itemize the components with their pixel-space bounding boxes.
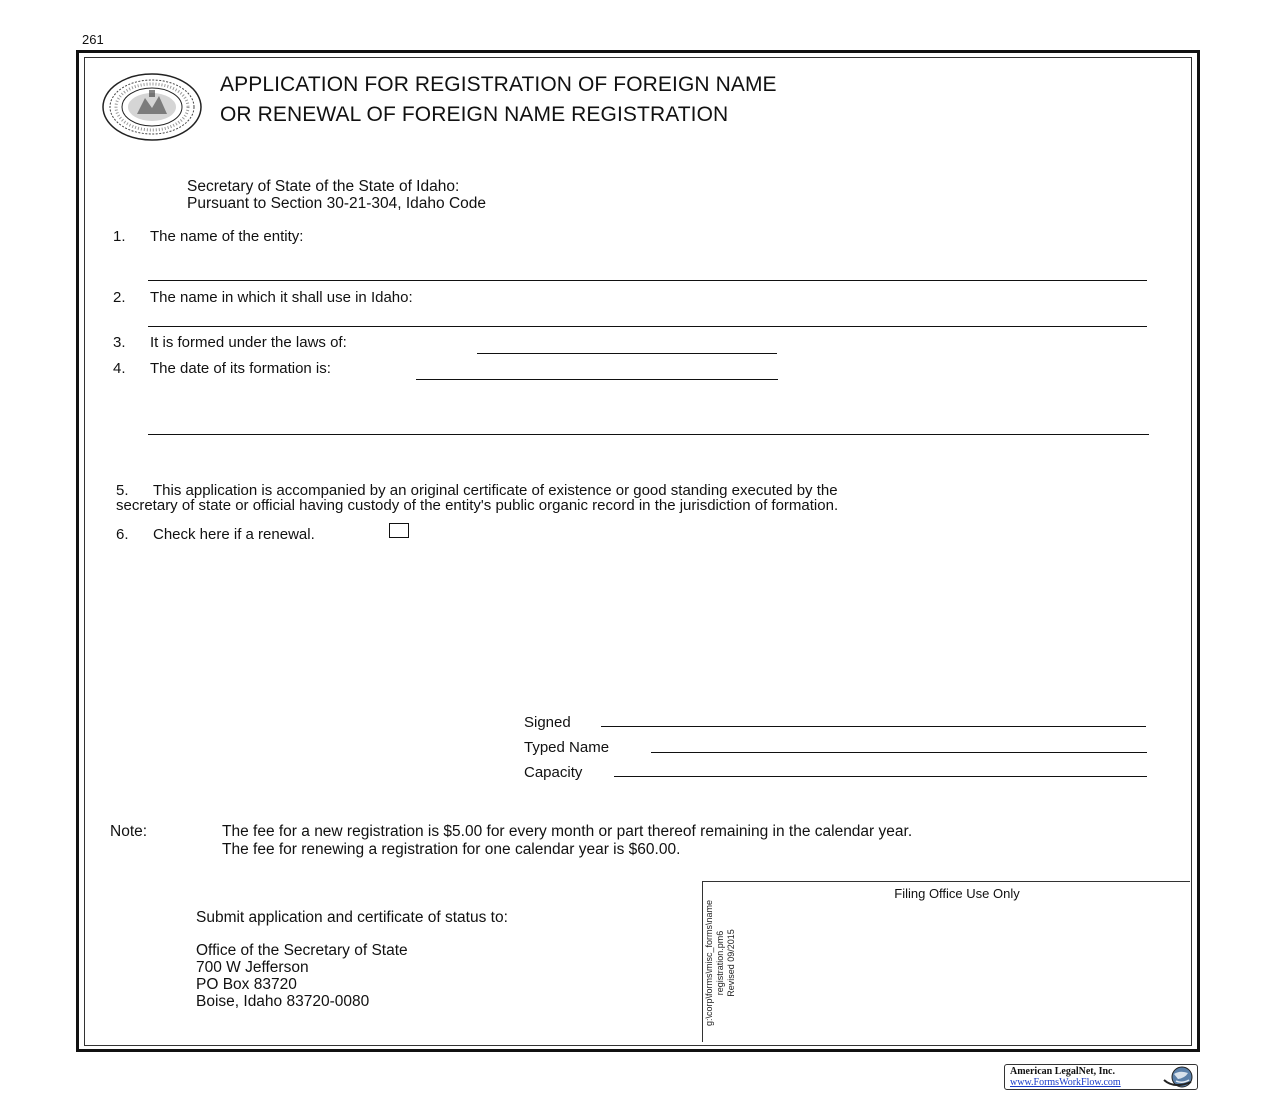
page-number: 261 [82, 32, 104, 47]
item-5-paragraph [116, 483, 1156, 513]
address-line-1: Office of the Secretary of State [196, 942, 408, 959]
logo-company-name: American LegalNet, Inc. [1010, 1066, 1115, 1077]
jurisdiction-line[interactable] [477, 353, 777, 354]
submit-heading: Submit application and certificate of status to: [196, 909, 508, 926]
address-line-2: 700 W Jefferson [196, 959, 309, 976]
signed-line[interactable] [601, 726, 1146, 727]
formation-date-line[interactable] [416, 379, 778, 380]
capacity-label: Capacity [524, 764, 583, 781]
logo-url-link[interactable]: www.FormsWorkFlow.com [1010, 1077, 1121, 1088]
item-2-label: The name in which it shall use in Idaho: [150, 289, 413, 306]
additional-info-line[interactable] [148, 434, 1149, 435]
item-2-number: 2. [113, 289, 126, 306]
fee-note-line-1: The fee for a new registration is $5.00 for every month or part thereof remaining in the calendar year. [222, 823, 913, 840]
idaho-name-line[interactable] [148, 326, 1147, 327]
file-path: g:\corp\forms\misc_forms\name [704, 899, 714, 1027]
title-line-1: APPLICATION FOR REGISTRATION OF FOREIGN NAME [220, 73, 777, 96]
item-3-number: 3. [113, 334, 126, 351]
form-file-reference [704, 898, 737, 1028]
item-5-number: 5. [116, 482, 129, 499]
item-6-number: 6. [116, 526, 129, 543]
item-4-label: The date of its formation is: [150, 360, 331, 377]
filing-office-title: Filing Office Use Only [894, 886, 1020, 901]
item-3-label: It is formed under the laws of: [150, 334, 347, 351]
item-6-label: Check here if a renewal. [153, 526, 315, 543]
typed-name-label: Typed Name [524, 739, 610, 756]
capacity-line[interactable] [614, 776, 1147, 777]
note-label: Note: [110, 823, 148, 840]
address-line-4: Boise, Idaho 83720-0080 [196, 993, 370, 1010]
item-5-line-2: secretary of state or official having custody of the entity's public organic record in the jurisdiction of formation. [116, 497, 839, 514]
renewal-checkbox[interactable] [389, 523, 409, 538]
intro-block [187, 178, 486, 212]
globe-icon [1158, 1064, 1198, 1090]
fee-note-line-2: The fee for renewing a registration for one calendar year is $60.00. [222, 841, 681, 858]
idaho-state-seal-icon [101, 72, 203, 142]
typed-name-line[interactable] [651, 752, 1147, 753]
form-title [220, 70, 777, 130]
address-line-3: PO Box 83720 [196, 976, 297, 993]
file-name: registration.pm6 [715, 930, 725, 996]
intro-line-1: Secretary of State of the State of Idaho: [187, 178, 460, 195]
item-4-number: 4. [113, 360, 126, 377]
item-1-number: 1. [113, 228, 126, 245]
entity-name-line[interactable] [148, 280, 1147, 281]
item-5-line-1: This application is accompanied by an original certificate of existence or good standing executed by the [153, 482, 838, 499]
intro-line-2: Pursuant to Section 30-21-304, Idaho Code [187, 195, 487, 212]
title-line-2: OR RENEWAL OF FOREIGN NAME REGISTRATION [220, 103, 729, 126]
signed-label: Signed [524, 714, 571, 731]
revision-date: Revised 09/2015 [726, 929, 736, 997]
filing-office-box [702, 881, 1190, 1042]
item-1-label: The name of the entity: [150, 228, 304, 245]
submit-address-block [196, 909, 508, 1010]
fee-note [222, 823, 912, 859]
